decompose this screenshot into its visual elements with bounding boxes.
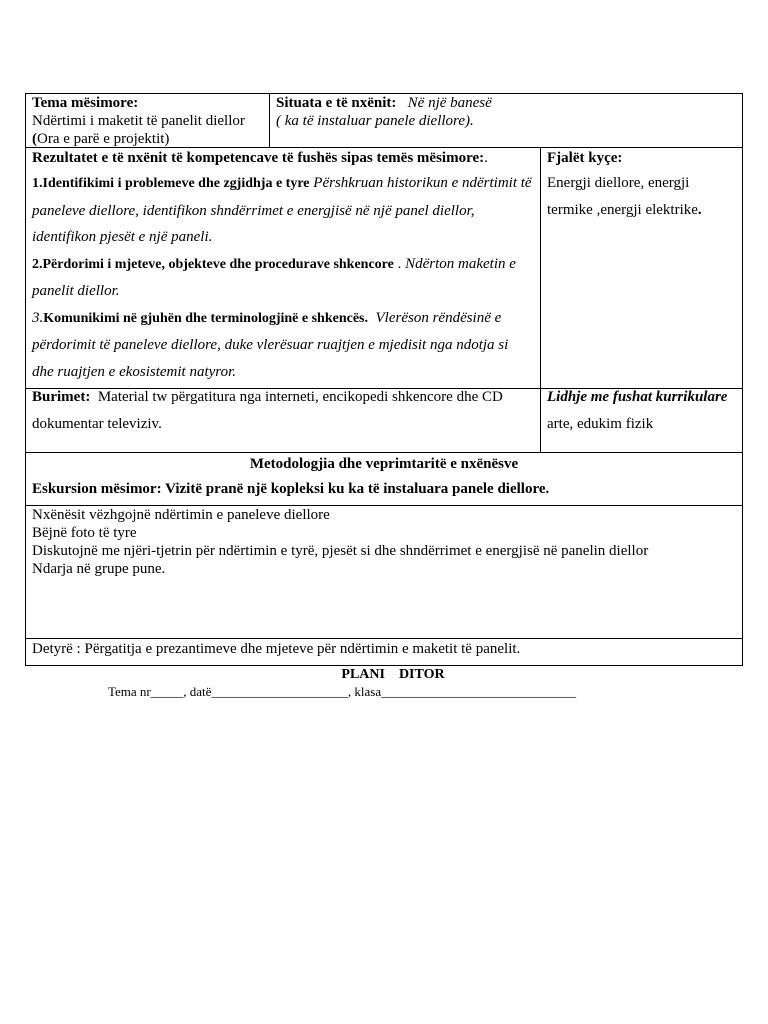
situata-text1: Në një banesë xyxy=(407,95,492,111)
result-item-3-text-b: përdorimit të paneleve diellore, duke vlerësuar ruajtjen e mjedisit nga ndotja si xyxy=(32,337,509,353)
tema-cell xyxy=(32,94,268,148)
result-item-3-num: 3. xyxy=(32,309,44,326)
burimet-text2: dokumentar televiziv. xyxy=(32,415,162,432)
activity-item: Ndarja në grupe pune. xyxy=(32,561,166,577)
activity-item: Nxënësit vëzhgojnë ndërtimin e paneleve diellore xyxy=(32,507,330,523)
rezultatet-list xyxy=(32,170,537,385)
burimet-cell xyxy=(32,384,537,437)
lidhje-text: arte, edukim fizik xyxy=(547,415,654,432)
metodologjia-title: Metodologjia dhe veprimtaritë e nxënësve xyxy=(249,456,519,472)
tema-label: Tema mësimore: xyxy=(32,95,139,111)
result-item-3 xyxy=(32,305,537,333)
result-item-3-text-a: Vlerëson rëndësinë e xyxy=(375,309,502,326)
result-item-2-title: 2.Përdorimi i mjeteve, objekteve dhe procedurave shkencore xyxy=(32,256,394,272)
rezultatet-heading xyxy=(32,149,537,167)
tema-subtitle-text: Ora e parë e projektit) xyxy=(37,131,170,147)
result-item-2-sep: . xyxy=(393,255,406,272)
plani-title: PLANI DITOR xyxy=(341,667,445,682)
burimet-text1: Material tw përgatitura nga interneti, encikopedi shkencore dhe CD xyxy=(97,389,503,405)
fjalet-line2 xyxy=(547,197,739,224)
situata-line1 xyxy=(276,94,736,112)
result-item-3-title: Komunikimi në gjuhën dhe terminologjinë e shkencës. xyxy=(43,310,368,326)
result-item-1-text-c: identifikon pjesët e një paneli. xyxy=(32,229,213,245)
table-border-bottom xyxy=(25,665,743,666)
burimet-label: Burimet: xyxy=(32,389,91,405)
aktivitetet-list xyxy=(32,506,737,578)
tema-paren: ( xyxy=(32,131,37,147)
result-item-1-title: 1.Identifikimi i problemeve dhe zgjidhja e tyre xyxy=(32,176,310,191)
fjalet-line2-tail: . xyxy=(697,201,702,218)
situata-label: Situata e të nxënit: xyxy=(276,95,397,111)
table-divider-row5 xyxy=(25,638,743,639)
rezultatet-heading-text: Rezultatet e të nxënit të kompetencave të fushës sipas temës mësimore: xyxy=(32,150,485,166)
result-item-1-text-a: Përshkruan historikun e ndërtimit të xyxy=(313,175,532,191)
activity-item: Diskutojnë me njëri-tjetrin për ndërtimin e tyrë, pjesët si dhe shndërrimet e energjisë në panelin diellor xyxy=(32,543,649,559)
tema-title: Ndërtimi i maketit të panelit diellor xyxy=(32,113,245,129)
result-item-2 xyxy=(32,251,537,279)
detyre-text: Detyrë : Përgatitja e prezantimeve dhe mjeteve për ndërtimin e maketit të panelit. xyxy=(32,641,521,657)
eskursion-text: Eskursion mësimor: Vizitë pranë një kopleksi ku ka të instaluara panele diellore. xyxy=(32,481,550,497)
burimet-line1 xyxy=(32,384,537,411)
fjalet-line2-text: termike ,energji elektrike xyxy=(547,201,698,218)
table-divider-col-fjalet xyxy=(540,147,541,453)
table-divider-row3 xyxy=(25,452,743,453)
result-item-2-text-a: Ndërton maketin e xyxy=(405,255,516,272)
activity-item: Bëjnë foto të tyre xyxy=(32,525,137,541)
fjalet-line1: Energji diellore, energji xyxy=(547,175,690,191)
situata-cell xyxy=(276,94,736,130)
plani-line: Tema nr_____, datë_____________________, klasa______________________________ xyxy=(108,684,577,699)
result-item-1-text-b: paneleve diellore, identifikon shndërrimet e energjisë në një panel diellor, xyxy=(32,202,475,219)
situata-text2: ( ka të instaluar panele diellore). xyxy=(276,113,474,129)
fjalet-text xyxy=(547,170,739,223)
lidhje-cell xyxy=(547,384,741,437)
fjalet-cell xyxy=(547,149,737,167)
tema-subtitle xyxy=(32,130,268,148)
result-item-2-text-b: panelit diellor. xyxy=(32,283,120,299)
table-border-left xyxy=(25,93,26,666)
lidhje-label: Lidhje me fushat kurrikulare xyxy=(547,389,728,405)
table-divider-col-situata xyxy=(269,93,270,148)
table-border-right xyxy=(742,93,743,666)
result-item-1 xyxy=(32,170,537,198)
result-item-3-text-c: dhe ruajtjen e ekosistemit natyror. xyxy=(32,363,236,380)
rezultatet-heading-tail: . xyxy=(484,150,488,166)
fjalet-label: Fjalët kyçe: xyxy=(547,150,623,166)
